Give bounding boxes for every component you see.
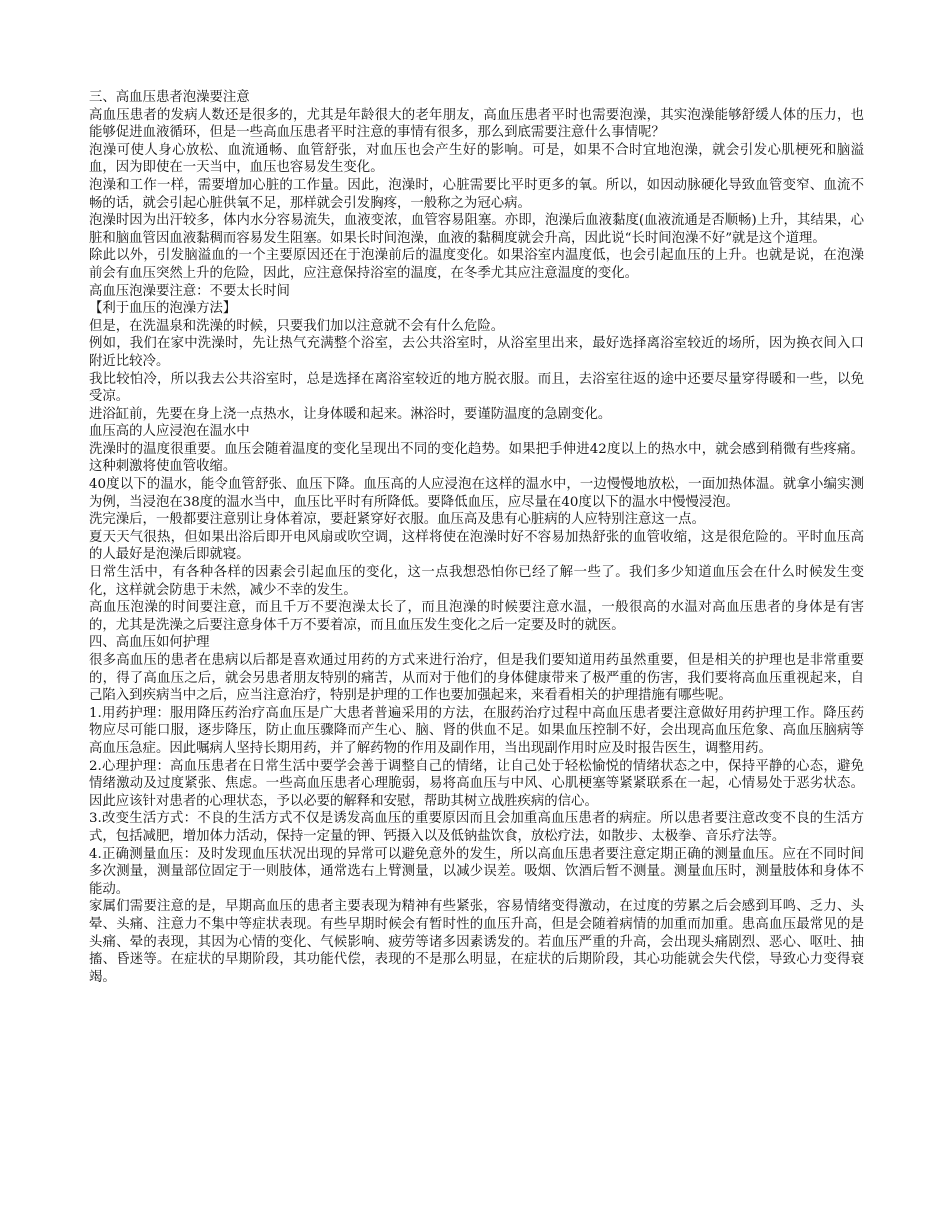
sub-heading: 【利于血压的泡澡方法】	[89, 301, 237, 317]
list-item: 1.用药护理：服用降压药治疗高血压是广大患者普遍采用的方法，在服药治疗过程中高血压患者要注意做好用药护理工作。降压药物应尽可能口服，逐步降压，防止血压骤降而产生心、脑、肾的供血不足。如果血压控制不好，会出现高血压危象、高血压脑病等高血压急症。因此嘱病人坚持长期用药，并了解药物的作用及副作用，当出现副作用时应及时报告医生，调整用药。	[89, 705, 864, 756]
paragraph: 40度以下的温水，能令血管舒张、血压下降。血压高的人应浸泡在这样的温水中，一边慢慢地放松，一面加热体温。就拿小编实测为例，当浸泡在38度的温水当中，血压比平时有所降低。要降低血压，应尽量在40度以下的温水中慢慢浸泡。	[89, 477, 864, 510]
section-heading: 四、高血压如何护理	[89, 635, 210, 651]
paragraph: 洗完澡后，一般都要注意别让身体着凉，要赶紧穿好衣服。血压高及患有心脏病的人应特别注意这一点。	[89, 512, 705, 528]
paragraph: 进浴缸前，先要在身上浇一点热水，让身体暖和起来。淋浴时，要谨防温度的急剧变化。	[89, 406, 612, 422]
paragraph: 除此以外，引发脑溢血的一个主要原因还在于泡澡前后的温度变化。如果浴室内温度低，也会引起血压的上升。也就是说，在泡澡前会有血压突然上升的危险，因此，应注意保持浴室的温度，在冬季尤其应注意温度的变化。	[89, 248, 864, 281]
paragraph: 很多高血压的患者在患病以后都是喜欢通过用药的方式来进行治疗，但是我们要知道用药虽然重要，但是相关的护理也是非常重要的，得了高血压之后，就会另患者朋友特别的痛苦，从而对于他们的身体健康带来了极严重的伤害，我们要将高血压重视起来，自己陷入到疾病当中之后，应当注意治疗，特别是护理的工作也要加强起来，来看看相关的护理措施有哪些呢。	[89, 653, 864, 704]
paragraph: 夏天天气很热，但如果出浴后即开电风扇或吹空调，这样将使在泡澡时好不容易加热舒张的血管收缩，这是很危险的。平时血压高的人最好是泡澡后即就寝。	[89, 529, 864, 563]
section-heading: 三、高血压患者泡澡要注意	[89, 90, 250, 105]
paragraph: 泡澡可使人身心放松、血流通畅、血管舒张，对血压也会产生好的影响。可是，如果不合时宜地泡澡，就会引发心肌梗死和脑溢血，因为即使在一天当中，血压也容易发生变化。	[89, 142, 864, 176]
paragraph: 高血压泡澡的时间要注意，而且千万不要泡澡太长了，而且泡澡的时候要注意水温，一般很高的水温对高血压患者的身体是有害的，尤其是洗澡之后要注意身体千万不要着凉，而且血压发生变化之后一定要及时的就医。	[89, 600, 864, 633]
sub-heading: 高血压泡澡要注意：不要太长时间	[89, 283, 290, 299]
list-item: 2.心理护理：高血压患者在日常生活中要学会善于调整自己的情绪，让自己处于轻松愉悦的情绪状态之中，保持平静的心态，避免情绪激动及过度紧张、焦虑。一些高血压患者心理脆弱，易将高血压与中风、心肌梗塞等紧紧联系在一起，心情易处于恶劣状态。因此应该针对患者的心理状态，予以必要的解释和安慰，帮助其树立战胜疾病的信心。	[89, 758, 864, 809]
paragraph: 泡澡和工作一样，需要增加心脏的工作量。因此，泡澡时，心脏需要比平时更多的氧。所以，如因动脉硬化导致血管变窄、血流不畅的话，就会引起心脏供氧不足，那样就会引发胸疼，一般称之为冠心病。	[89, 177, 864, 211]
paragraph: 高血压患者的发病人数还是很多的，尤其是年龄很大的老年朋友，高血压患者平时也需要泡澡，其实泡澡能够舒缓人体的压力，也能够促进血液循环，但是一些高血压患者平时注意的事情有很多，那么到底需要注意什么事情呢？	[89, 107, 864, 141]
paragraph: 但是，在洗温泉和洗澡的时候，只要我们加以注意就不会有什么危险。	[89, 318, 505, 334]
paragraph: 日常生活中，有各种各样的因素会引起血压的变化，这一点我想恐怕你已经了解一些了。我们多少知道血压会在什么时候发生变化，这样就会防患于未然，减少不幸的发生。	[89, 565, 864, 598]
list-item: 4.正确测量血压：及时发现血压状况出现的异常可以避免意外的发生，所以高血压患者要注意定期正确的测量血压。应在不同时间多次测量，测量部位固定于一则肢体，通常选右上臂测量，以减少误差。吸烟、饮酒后暂不测量。测量血压时，测量肢体和身体不能动。	[89, 846, 864, 897]
paragraph: 洗澡时的温度很重要。血压会随着温度的变化呈现出不同的变化趋势。如果把手伸进42度以上的热水中，就会感到稍微有些疼痛。这种刺激将使血管收缩。	[89, 441, 864, 475]
paragraph: 例如，我们在家中洗澡时，先让热气充满整个浴室，去公共浴室时，从浴室里出来，最好选择离浴室较近的场所，因为换衣间入口附近比较冷。	[89, 336, 864, 369]
sub-heading: 血压高的人应浸泡在温水中	[89, 424, 250, 440]
paragraph: 我比较怕冷，所以我去公共浴室时，总是选择在离浴室较近的地方脱衣服。而且，去浴室往返的途中还要尽量穿得暖和一些，以免受凉。	[89, 371, 864, 405]
paragraph: 家属们需要注意的是，早期高血压的患者主要表现为精神有些紧张，容易情绪变得激动，在过度的劳累之后会感到耳鸣、乏力、头晕、头痛、注意力不集中等症状表现。有些早期时候会有暂时性的血压升高，但是会随着病情的加重而加重。患高血压最常见的是头痛、晕的表现，其因为心情的变化、气候影响、疲劳等诸多因素诱发的。若血压严重的升高，会出现头痛剧烈、恶心、呕吐、抽搐、昏迷等。在症状的早期阶段，其功能代偿，表现的不是那么明显，在症状的后期阶段，其心功能就会失代偿，导致心力变得衰竭。	[89, 899, 864, 985]
paragraph: 泡澡时因为出汗较多，体内水分容易流失，血液变浓，血管容易阻塞。亦即，泡澡后血液黏度(血液流通是否顺畅)上升，其结果，心脏和脑血管因血液黏稠而容易发生阻塞。如果长时间泡澡，血液的黏稠度就会升高，因此说“长时间泡澡不好”就是这个道理。	[89, 213, 864, 246]
list-item: 3.改变生活方式：不良的生活方式不仅是诱发高血压的重要原因而且会加重高血压患者的病症。所以患者要注意改变不良的生活方式，包括减肥，增加体力活动，保持一定量的钾、钙摄入以及低钠盐饮食，放松疗法，如散步、太极拳、音乐疗法等。	[89, 811, 864, 844]
document-body	[89, 89, 864, 986]
